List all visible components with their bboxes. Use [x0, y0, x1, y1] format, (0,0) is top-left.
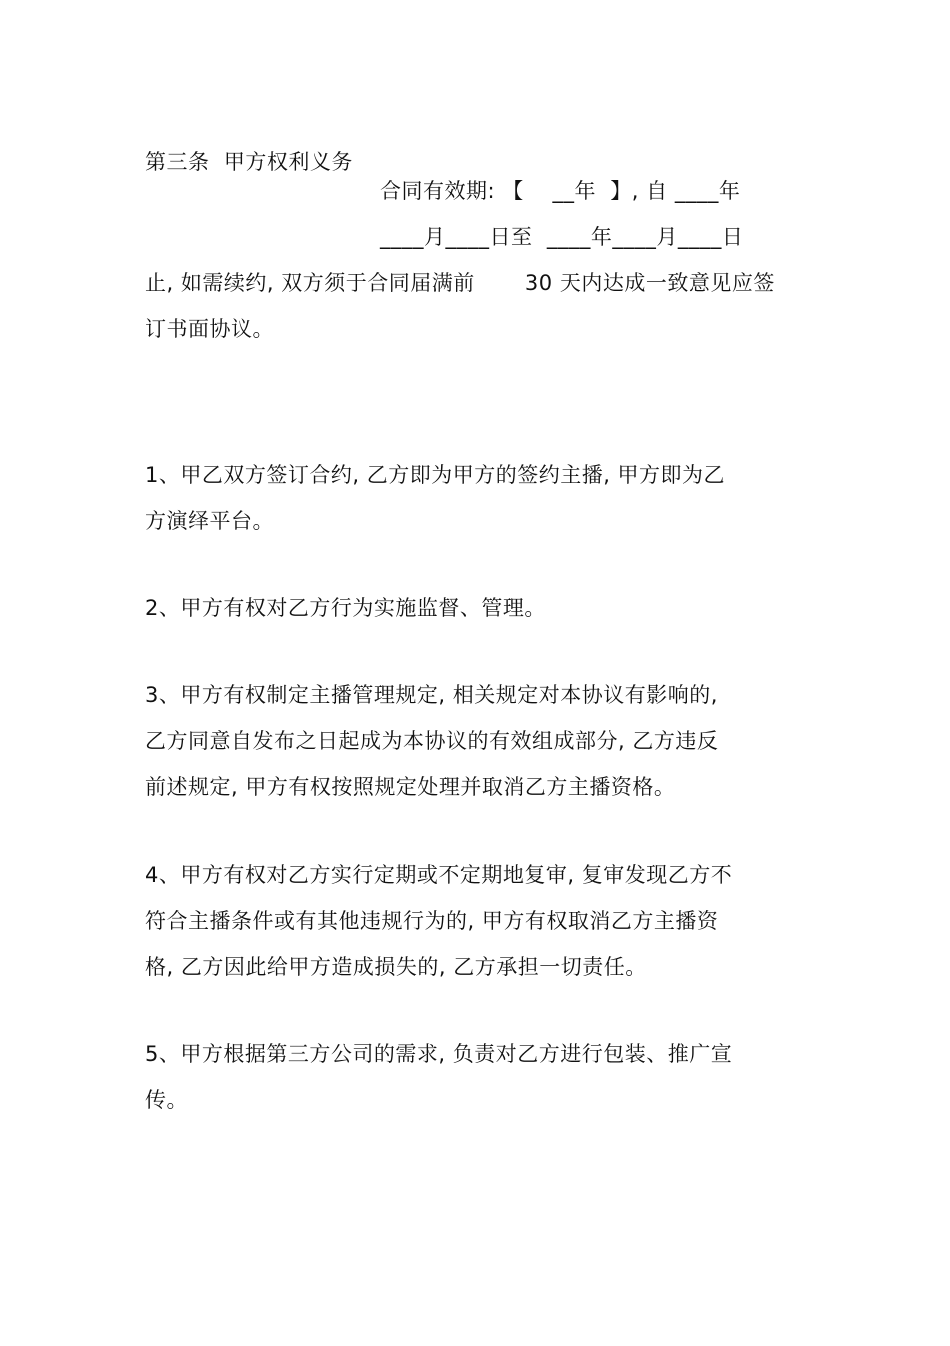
clause-5-line-2: 传。 [145, 1088, 188, 1112]
clause-1-line-1: 1、甲乙双方签订合约, 乙方即为甲方的签约主播, 甲方即为乙 [145, 463, 726, 487]
term-line-1: 合同有效期: 【 __年 】, 自 ____年 [380, 179, 741, 203]
section-heading: 第三条 甲方权利义务 [145, 150, 353, 174]
term-line-4: 订书面协议。 [145, 317, 274, 341]
clause-3-line-3: 前述规定, 甲方有权按照规定处理并取消乙方主播资格。 [145, 775, 676, 799]
clause-5-line-1: 5、甲方根据第三方公司的需求, 负责对乙方进行包装、推广宣 [145, 1042, 733, 1066]
clause-3-line-1: 3、甲方有权制定主播管理规定, 相关规定对本协议有影响的, [145, 683, 718, 707]
term-line-3: 止, 如需续约, 双方须于合同届满前 30 天内达成一致意见应签 [145, 271, 775, 295]
clause-1-line-2: 方演绎平台。 [145, 509, 274, 533]
term-line-2: ____月____日至 ____年____月____日 [380, 225, 744, 249]
clause-3-line-2: 乙方同意自发布之日起成为本协议的有效组成部分, 乙方违反 [145, 729, 719, 753]
clause-4-line-1: 4、甲方有权对乙方实行定期或不定期地复审, 复审发现乙方不 [145, 863, 733, 887]
clause-4-line-2: 符合主播条件或有其他违规行为的, 甲方有权取消乙方主播资 [145, 909, 719, 933]
clause-2-line-1: 2、甲方有权对乙方行为实施监督、管理。 [145, 596, 546, 620]
clause-4-line-3: 格, 乙方因此给甲方造成损失的, 乙方承担一切责任。 [145, 955, 647, 979]
